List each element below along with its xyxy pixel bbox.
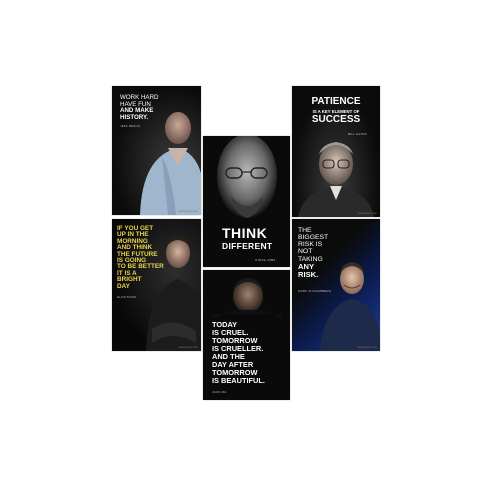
poster-jobs-author: STEVE JOBS	[255, 258, 276, 262]
poster-gates-author: BILL GATES	[348, 132, 367, 136]
poster-bezos	[112, 86, 201, 215]
quote-line: TODAY	[212, 320, 238, 329]
poster-ma-author: JACK MA	[212, 390, 227, 394]
quote-line: IS A KEY ELEMENT OF	[312, 108, 360, 114]
quote-line: SUCCESS	[311, 114, 361, 125]
poster-bezos-author: JEFF BEZOS	[120, 124, 141, 128]
quote-line: UP IN THE	[117, 231, 149, 239]
poster-musk	[112, 219, 201, 351]
quote-line: IS CRUEL.	[212, 327, 249, 337]
poster-musk-author: ELON MUSK	[117, 295, 137, 299]
quote-line: IS BEAUTIFUL.	[212, 375, 265, 385]
quote-line: IF YOU GET	[117, 225, 154, 232]
quote-line: DAY	[117, 282, 130, 290]
poster-gates-footer: www.posters.com	[357, 212, 377, 215]
quote-line: TAKING	[298, 255, 323, 263]
quote-line: HISTORY.	[120, 113, 149, 121]
quote-line: HAVE FUN	[120, 100, 151, 108]
poster-zuckerberg	[292, 219, 380, 351]
quote-line: BIGGEST	[298, 234, 329, 242]
quote-line: AND THINK	[117, 244, 153, 252]
quote-line: THE	[298, 227, 312, 234]
poster-zuckerberg-author: MARK ZUCKERBERG	[298, 289, 332, 293]
quote-line: RISK IS	[298, 241, 323, 249]
quote-line: IT IS A	[117, 269, 137, 277]
poster-jobs-quote	[222, 226, 282, 251]
quote-line: TOMORROW	[212, 335, 258, 345]
quote-line: BRIGHT	[117, 276, 142, 284]
portrait-gates	[292, 86, 380, 217]
quote-line: RISK.	[298, 269, 319, 279]
poster-ma-quote	[212, 321, 282, 385]
quote-line: AND THE	[212, 351, 245, 361]
poster-zuckerberg-footer: www.posters.com	[357, 346, 377, 349]
quote-line: TOMORROW	[212, 367, 258, 377]
quote-line: TO BE BETTER	[117, 263, 164, 271]
poster-jobs	[203, 136, 290, 267]
quote-line: THE FUTURE	[117, 250, 158, 258]
quote-line: PATIENCE	[311, 96, 361, 107]
poster-musk-footer: www.posters.com	[178, 346, 198, 349]
quote-line: ANY	[298, 261, 315, 271]
poster-bezos-footer: www.posters.com	[178, 210, 198, 213]
quote-line: DAY AFTER	[212, 359, 254, 369]
quote-line: AND MAKE	[120, 107, 154, 114]
quote-line: NOT	[298, 248, 313, 256]
quote-line: MORNING	[117, 237, 148, 245]
portrait-musk	[112, 219, 201, 351]
quote-line: IS CRUELLER.	[212, 343, 264, 353]
portrait-zuckerberg	[292, 219, 380, 351]
quote-line: DIFFERENT	[222, 240, 273, 251]
quote-line: THINK	[222, 225, 268, 241]
quote-line: IS GOING	[117, 257, 147, 265]
poster-ma	[203, 270, 290, 400]
poster-gates	[292, 86, 380, 217]
quote-line: WORK HARD	[120, 94, 159, 101]
portrait-bezos	[112, 86, 201, 215]
